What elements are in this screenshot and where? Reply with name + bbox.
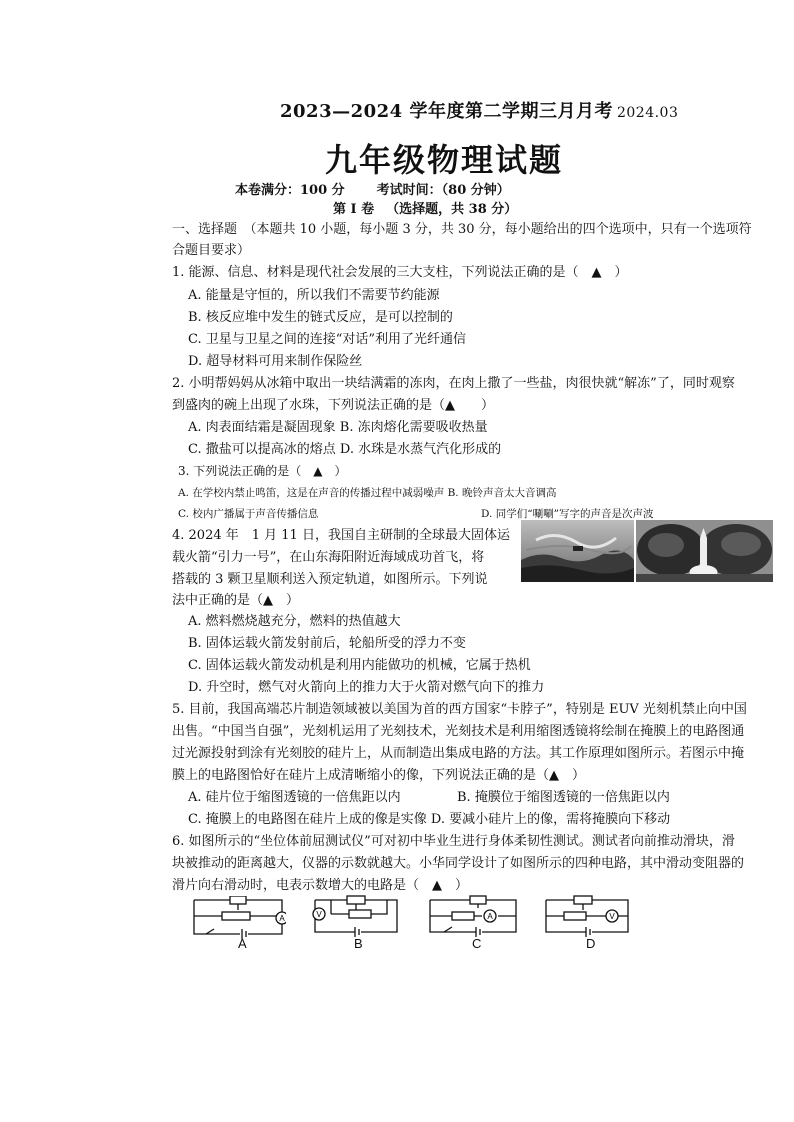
rocket-launch-photo-left — [521, 520, 634, 582]
volume-note: （选择题，共 38 分） — [386, 202, 518, 217]
circuit-label-d: D — [586, 936, 596, 951]
q2-option-ab: A. 肉表面结霜是凝固现象 B. 冻肉熔化需要吸收热量 — [188, 420, 488, 435]
q5-stem-3: 过光源投射到涂有光刻胶的硅片上，从而制造出集成电路的方法。其工作原理如图所示。若图示中掩 — [172, 746, 745, 761]
exam-title: 2023—2024 学年度第二学期三月月考 — [280, 101, 613, 122]
q6-stem-2: 块被推动的距离越大，仪器的示数就越大。小华同学设计了如图所示的四种电路，其中滑动变阻器的 — [172, 856, 745, 871]
q4-stem-4: 法中正确的是（▲ ） — [172, 593, 299, 608]
section-intro-cont: 合题目要求） — [172, 243, 251, 258]
exam-header — [280, 103, 678, 122]
exam-time: 考试时间：（80 分钟） — [376, 183, 510, 198]
q5-option-cd: C. 掩膜上的电路图在硅片上成的像是实像 D. 要减小硅片上的像，需将掩膜向下移动 — [188, 812, 671, 827]
circuit-diagram-b — [311, 892, 401, 942]
q2-option-cd: C. 撒盐可以提高冰的熔点 D. 水珠是水蒸气汽化形成的 — [188, 442, 502, 457]
circuit-label-b: B — [354, 936, 363, 951]
q2-stem-cont: 到盛肉的碗上出现了水珠，下列说法正确的是（▲ ） — [172, 398, 494, 413]
q5-option-b: B. 掩膜位于缩图透镜的一倍焦距以内 — [457, 790, 670, 805]
q1-stem: 1. 能源、信息、材料是现代社会发展的三大支柱，下列说法正确的是（ ▲ ） — [172, 265, 628, 280]
q3-option-ab: A. 在学校内禁止鸣笛，这是在声音的传播过程中减弱噪声 B. 晚铃声音太大音调高 — [178, 487, 557, 499]
volume-heading — [333, 201, 517, 219]
q4-stem-2: 载火箭“引力一号”，在山东海阳附近海域成功首飞，将 — [172, 550, 485, 565]
q3-option-c: C. 校内广播属于声音传播信息 — [178, 508, 319, 520]
circuit-meter-c: A — [487, 912, 493, 921]
circuit-meter-b: V — [316, 910, 322, 919]
q2-stem: 2. 小明帮妈妈从冰箱中取出一块结满霜的冻肉，在肉上撒了一些盐，肉很快就“解冻”了，同时观察 — [172, 376, 735, 391]
q5-stem-4: 膜上的电路图恰好在硅片上成清晰缩小的像，下列说法正确的是（▲ ） — [172, 768, 585, 783]
q4-option-d: D. 升空时，燃气对火箭向上的推力大于火箭对燃气向下的推力 — [188, 680, 545, 695]
q4-stem: 4. 2024 年 1 月 11 日，我国自主研制的全球最大固体运 — [172, 528, 510, 543]
q6-stem: 6. 如图所示的“坐位体前屈测试仪”可对初中毕业生进行身体柔韧性测试。测试者向前推动滑块，滑 — [172, 834, 735, 849]
circuit-diagram-c — [426, 892, 520, 942]
q1-option-d: D. 超导材料可用来制作保险丝 — [188, 354, 363, 369]
circuit-meter-d: V — [609, 912, 615, 921]
q3-option-d: D. 同学们“唰唰”写字的声音是次声波 — [481, 508, 654, 520]
q4-stem-3: 搭载的 3 颗卫星顺利送入预定轨道，如图所示。下列说 — [172, 572, 488, 587]
q4-option-a: A. 燃料燃烧越充分，燃料的热值越大 — [188, 614, 401, 629]
q5-option-a: A. 硅片位于缩图透镜的一倍焦距以内 — [188, 790, 401, 805]
circuit-label-c: C — [472, 936, 482, 951]
exam-date: 2024.03 — [616, 105, 679, 121]
q5-stem-2: 出售。“中国当自强”，光刻机运用了光刻技术，光刻技术是利用缩图透镜将绘制在掩膜上的电路图通 — [172, 724, 745, 739]
circuit-label-a: A — [238, 936, 247, 951]
q6-stem-3: 滑片向右滑动时，电表示数增大的电路是（ ▲ ） — [172, 878, 468, 893]
page-title: 九年级物理试题 — [325, 141, 564, 179]
circuit-diagram-d — [542, 892, 632, 942]
q3-stem: 3. 下列说法正确的是（ ▲ ） — [178, 464, 347, 478]
rocket-launch-photo-right — [636, 520, 773, 582]
circuit-meter-a: A — [279, 914, 285, 923]
q5-stem: 5. 目前，我国高端芯片制造领域被以美国为首的西方国家“卡脖子”，特别是 EUV 光刻机禁止向中国 — [172, 702, 747, 717]
q4-option-c: C. 固体运载火箭发动机是利用内能做功的机械，它属于热机 — [188, 658, 531, 673]
full-score: 本卷满分：100 分 — [235, 183, 345, 198]
exam-meta — [235, 182, 510, 200]
volume-label: 第 I 卷 — [333, 202, 375, 217]
q4-option-b: B. 固体运载火箭发射前后，轮船所受的浮力不变 — [188, 636, 466, 651]
q1-option-c: C. 卫星与卫星之间的连接“对话”利用了光纤通信 — [188, 332, 467, 347]
q1-option-b: B. 核反应堆中发生的链式反应，是可以控制的 — [188, 310, 453, 325]
section-intro: 一、选择题 （本题共 10 小题，每小题 3 分，共 30 分，每小题给出的四个选项中，只有一个选项符 — [172, 222, 752, 237]
q1-option-a: A. 能量是守恒的，所以我们不需要节约能源 — [188, 288, 440, 303]
